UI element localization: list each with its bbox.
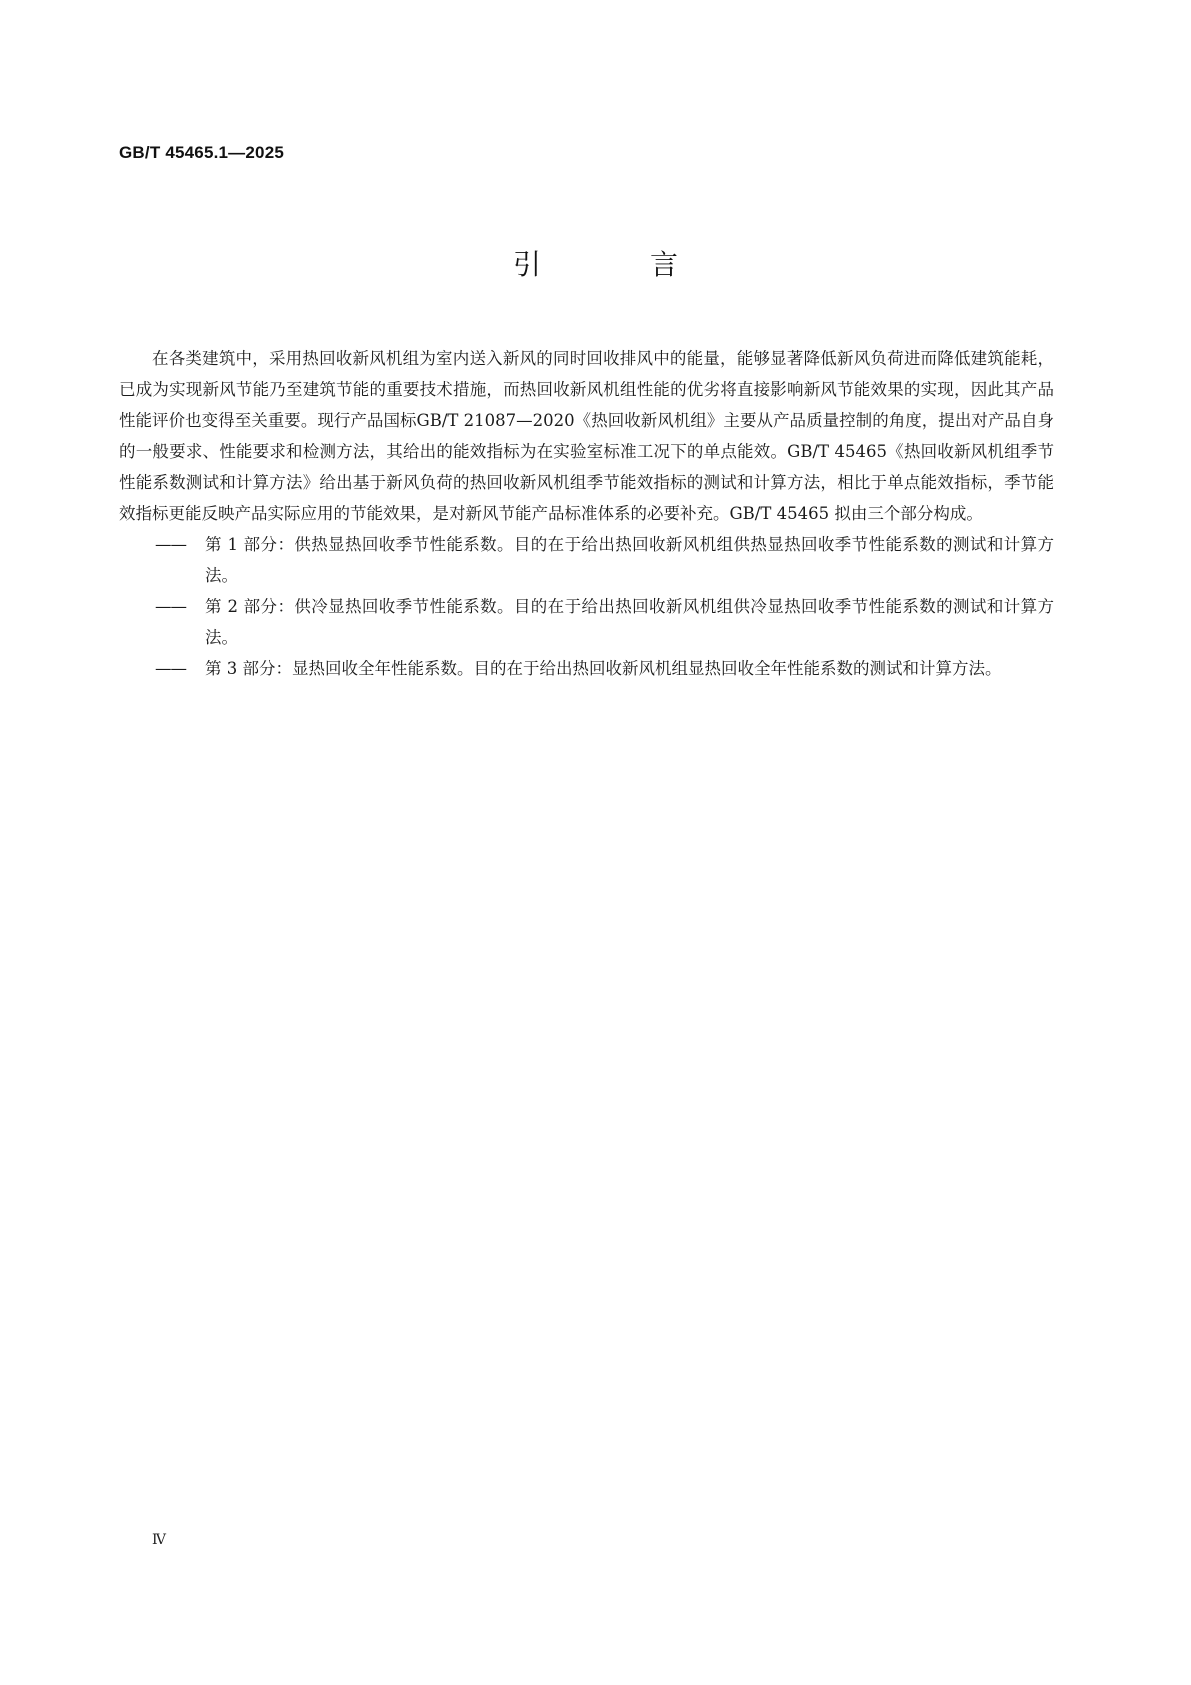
intro-paragraph: 在各类建筑中，采用热回收新风机组为室内送入新风的同时回收排风中的能量，能够显著降低新风负荷进而降低建筑能耗，已成为实现新风节能乃至建筑节能的重要技术措施，而热回收新风机组性能的优劣将直接影响新风节能效果的实现，因此其产品性能评价也变得至关重要。现行产品国标GB/T 21087—2020《热回收新风机组》主要从产品质量控制的角度，提出对产品自身的一般要求、性能要求和检测方法，其给出的能效指标为在实验室标准工况下的单点能效。GB/T 45465《热回收新风机组季节性能系数测试和计算方法》给出基于新风负荷的热回收新风机组季节能效指标的测试和计算方法，相比于单点能效指标，季节能效指标更能反映产品实际应用的节能效果，是对新风节能产品标准体系的必要补充。GB/T 45465 拟由三个部分构成。: [119, 349, 1054, 523]
document-id: GB/T 45465.1—2025: [119, 143, 284, 162]
list-item-text: 第 2 部分：供冷显热回收季节性能系数。目的在于给出热回收新风机组供冷显热回收季节性能系数的测试和计算方法。: [205, 597, 1054, 647]
body-text: [119, 343, 1054, 684]
list-item: [119, 591, 1054, 653]
list-item-text: 第 3 部分：显热回收全年性能系数。目的在于给出热回收新风机组显热回收全年性能系数的测试和计算方法。: [205, 659, 1002, 678]
page-number: Ⅳ: [152, 1532, 166, 1548]
list-dash: ——: [155, 535, 186, 554]
list-dash: ——: [155, 597, 186, 616]
list-item-text: 第 1 部分：供热显热回收季节性能系数。目的在于给出热回收新风机组供热显热回收季节性能系数的测试和计算方法。: [205, 535, 1054, 585]
parts-list: [119, 529, 1054, 684]
list-dash: ——: [155, 659, 186, 678]
list-item: [119, 529, 1054, 591]
list-item: [119, 653, 1054, 684]
section-title: 引 言: [513, 248, 728, 281]
